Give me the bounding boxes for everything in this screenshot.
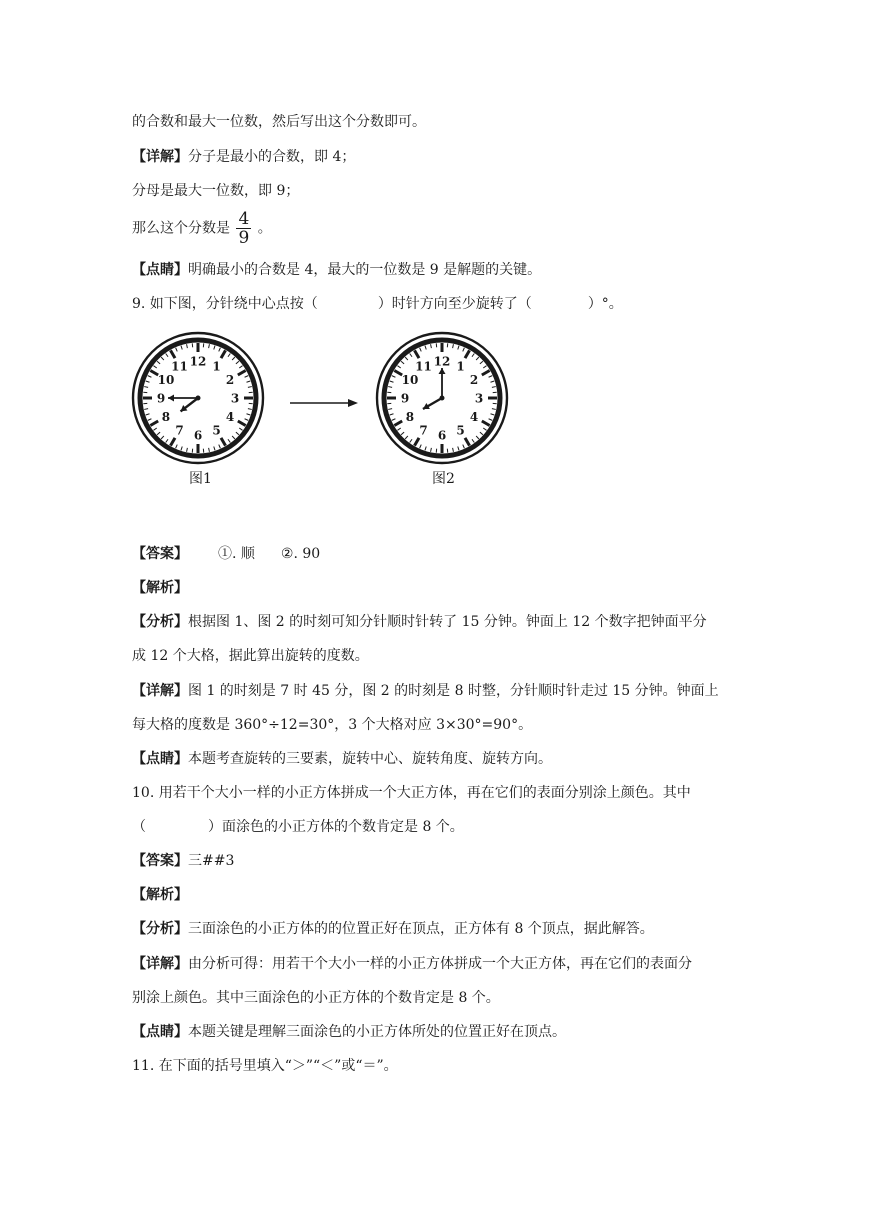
comment-line: 【点睛】明确最小的合数是 4，最大的一位数是 9 是解题的关键。 [132, 262, 542, 278]
clock-figure-2 [374, 330, 510, 466]
clock-figure-1 [130, 330, 266, 466]
clock-center [440, 396, 445, 401]
clock-number: 4 [469, 410, 479, 424]
clock-number: 10 [157, 373, 175, 387]
question-9: 9. 如下图，分针绕中心点按（ ）时针方向至少旋转了（ ）°。 [132, 296, 623, 312]
question-10: （ ）面涂色的小正方体的个数肯定是 8 个。 [132, 819, 464, 835]
clock-number: 5 [212, 423, 221, 438]
analysis-line: 成 12 个大格，据此算出旋转的度数。 [132, 648, 369, 664]
clock-number: 9 [400, 391, 410, 406]
clock-number: 6 [193, 428, 203, 443]
detail-line: 【详解】由分析可得：用若干个大小一样的小正方体拼成一个大正方体，再在它们的表面分 [132, 956, 692, 972]
clock-number: 3 [230, 391, 240, 406]
detail-line: 每大格的度数是 360°÷12=30°，3 个大格对应 3×30°=90°。 [132, 717, 533, 733]
clock-number: 6 [437, 428, 447, 443]
analysis-heading: 【解析】 [132, 580, 188, 596]
clock-number: 2 [469, 373, 479, 387]
clock-number: 9 [156, 391, 166, 406]
detail-line: 别涂上颜色。其中三面涂色的小正方体的个数肯定是 8 个。 [132, 990, 500, 1006]
detail-line: 【详解】分子是最小的合数，即 4； [132, 149, 356, 165]
clock-number: 5 [456, 423, 465, 438]
clock-number: 12 [433, 354, 451, 369]
text-line: 分母是最大一位数，即 9； [132, 183, 300, 199]
clock-number: 2 [225, 373, 235, 387]
arrow-icon [288, 396, 360, 410]
clock-number: 7 [419, 423, 428, 438]
analysis-line: 【分析】三面涂色的小正方体的的位置正好在顶点，正方体有 8 个顶点，据此解答。 [132, 921, 654, 937]
question-10: 10. 用若干个大小一样的小正方体拼成一个大正方体，再在它们的表面分别涂上颜色。其中 [132, 785, 691, 801]
comment-line: 【点睛】本题考查旋转的三要素，旋转中心、旋转角度、旋转方向。 [132, 751, 552, 767]
detail-line: 【详解】图 1 的时刻是 7 时 45 分，图 2 的时刻是 8 时整，分针顺时针走过 15 分钟。钟面上 [132, 683, 719, 699]
clock-number: 3 [474, 391, 484, 406]
text-line: 的合数和最大一位数，然后写出这个分数即可。 [132, 114, 426, 130]
figure-1-caption: 图1 [189, 471, 212, 487]
analysis-line: 【分析】根据图 1、图 2 的时刻可知分针顺时针转了 15 分钟。钟面上 12 个数字把钟面平分 [132, 614, 707, 630]
analysis-heading: 【解析】 [132, 887, 188, 903]
clock-number: 1 [212, 359, 221, 374]
question-11: 11. 在下面的括号里填入“＞”“＜”或“＝”。 [132, 1058, 398, 1074]
clock-number: 4 [225, 410, 235, 424]
answer-10: 【答案】三##3 [132, 853, 235, 869]
clock-center [196, 396, 201, 401]
clock-number: 11 [415, 359, 432, 374]
clock-number: 7 [175, 423, 184, 438]
comment-line: 【点睛】本题关键是理解三面涂色的小正方体所处的位置正好在顶点。 [132, 1024, 566, 1040]
clock-number: 11 [171, 359, 188, 374]
clock-number: 1 [456, 359, 465, 374]
figure-2-caption: 图2 [432, 471, 455, 487]
clock-number: 10 [401, 373, 419, 387]
fraction-line: 那么这个分数是 $\frac{4}{9}$ 。 [132, 209, 272, 248]
clock-number: 8 [405, 410, 415, 424]
clock-number: 12 [189, 354, 207, 369]
answer-9: 【答案】 ①. 顺 ②. 90 [132, 546, 321, 562]
fraction: $\frac{4}{9}$ [238, 209, 250, 248]
clock-number: 8 [161, 410, 171, 424]
